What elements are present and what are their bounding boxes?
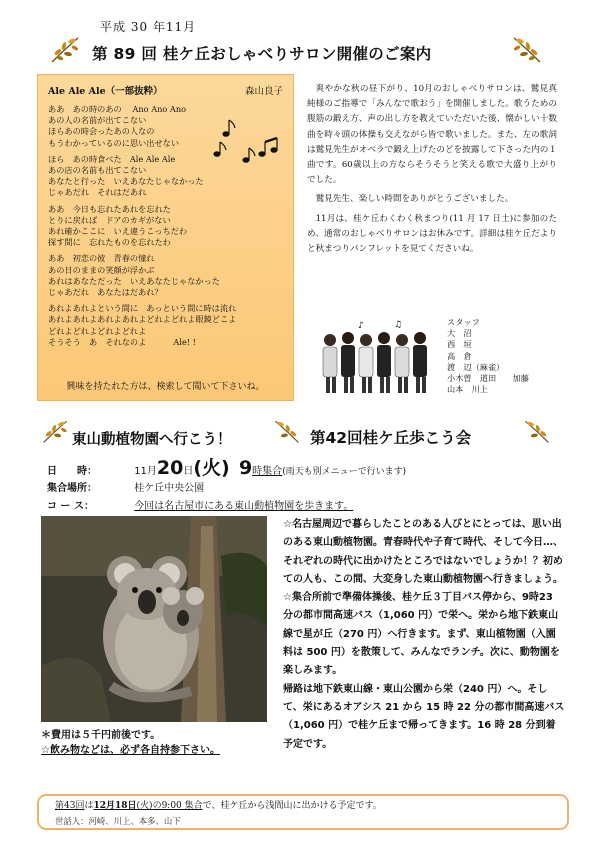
lyrics-stanza: ああ あの時のあの Ano Ano Ano あの人の名前が出てこない ほらあの時会ったあの人なの もうわかっているのに思い出せない [48,104,187,148]
next-event-time: の9:00 集合 [152,801,203,811]
date-day-unit: 日 [183,466,194,477]
date-hour: 9 [238,457,253,479]
salon-paragraph: 爽やかな秋の昼下がり、10月のおしゃべりサロンは、鷲見真純様のご指導で「みんなで歌おう」を開催しました。歌うための腹筋の鍛え方、声の出し方を教えていただいた後、懐かしい十数曲を時々頭の体操も交えながら皆で歌いました。また、左の歌詞は鷲見先生がオペラで鍛え上げたのどを披露して下さった内の１曲です。60歳以上の方ならそうそうと笑える歌で大盛り上がりでした。 [307,84,557,186]
lyrics-stanza: あれよあれよという間に あっという間に時は流れ あれよあれよあれよあれよどれよどれよ眼鏡どこよ どれよどれよどれよどれよ そうそう あ それなのよ Ale! ! [48,303,237,347]
autumn-leaf-branch-icon [272,416,302,446]
autumn-leaf-branch-icon [522,416,552,446]
date-note: (雨天も別メニューで行います) [282,467,407,477]
organizers: 世話人：河崎、川上、本多、山下 [55,816,181,826]
issue-date: 平成 30 年11月 [100,20,197,34]
walk-paragraph: ☆名古屋周辺で暮らしたことのある人びとにとっては、思い出のある東山動植物園。青春時代や子育て時代、そして今日…、それぞれの時代に出かけたところではないでしょうか！？初めての人も、この間、大変身した東山動植物園へ行きましょう。 [283,519,563,585]
walk-destination-title: 東山動植物園へ行こう！ [72,432,232,448]
walk-description [283,516,565,754]
date-month: 11月 [134,466,157,477]
lyrics-title: Ale Ale Ale（一部抜粋） [48,86,163,97]
next-event-number: 第43回 [55,801,85,811]
date-weekday: (火) [193,457,230,479]
fee-line: ＊費用は５千円前後です。 [41,730,161,741]
koala-photo [41,516,267,722]
lyrics-stanza: ああ 今日も忘れたあれを忘れた とりに戻れば ドアのカギがない あれ確かここに いえ違うこっちだわ 探す間に 忘れたものを忘れたわ [48,203,188,248]
lyrics-stanza: ほら あの時食べた Ale Ale Ale あの店の名前も出てこない あなたと行った いえあなたじゃなかった じゃあだれ それはだあれ [48,153,204,198]
next-event-weekday: (火) [136,801,153,811]
music-notes-icon [208,118,282,170]
course-value: 今回は名古屋市にある東山動植物園を歩きます。 [134,501,354,512]
autumn-leaf-branch-icon [510,32,544,66]
next-event-box [37,794,569,830]
fee-notes [41,729,220,758]
walk-event-title: 第42回桂ケ丘歩こう会 [310,429,472,447]
course-label: コ ー ス： [47,501,94,512]
next-event-particle: は [84,801,94,811]
salon-paragraph: 11月は、桂ケ丘わくわく秋まつり(11 月 17 日土)に参加のため、通常のおしゃべりサロンはお休みです。詳細は桂ケ丘だよりと秋まつりパンフレットを見てくださいね。 [307,213,557,255]
place-value: 桂ケ丘中央公園 [134,483,205,494]
salon-report [307,82,557,261]
lyrics-author: 森山良子 [244,86,283,97]
salon-title: 第 89 回 桂ケ丘おしゃべりサロン開催のご案内 [92,45,432,63]
next-event-rest: で、桂ケ丘から浅間山に出かける予定です。 [202,801,382,811]
date-row [47,453,406,480]
walk-paragraph: 帰路は地下鉄東山線・東山公園から栄（240 円）へ。そして、栄にあるオアシス 21 から 15 時 22 分の都市間高速バス（1,060 円）で桂ケ丘まで帰ってきます。16 時 28 分到着予定です。 [283,683,565,750]
next-event-date: 12月18日 [93,801,137,811]
walk-paragraph: ☆集合所前で準備体操後、桂ケ丘３丁目バス停から、9時23 分の都市間高速バス（1,060 円）で栄へ。栄から地下鉄東山線で星が丘（270 円）へ行きます。まず、東山植物園（入園料は 500 円）を散策して、みんなでランチ。次に、動物園を楽しみます。 [283,592,560,677]
lyrics-stanza: ああ 初恋の彼 青春の憧れ あの日のままの笑顔が浮かぶ あれはあなただった いえあなたじゃなかった じゃあだれ あなたはだあれ？ [48,253,220,298]
autumn-leaf-branch-icon [40,416,70,446]
date-label: 日 時： [47,466,97,477]
course-row [47,497,353,512]
date-day: 20 [156,457,184,479]
place-label: 集合場所： [47,483,97,494]
drinks-line: ☆飲み物などは、必ず各自持参下さい。 [41,744,220,756]
staff-list: スタッフ 大 沼 西 垣 高 倉 渡 辺（麻雀） 小木曽 道田 加藤 山本 川上 [447,317,529,395]
salon-paragraph: 鷲見先生、楽しい時間をありがとうございました。 [315,194,514,205]
date-hour-unit: 時集合 [252,466,283,477]
svg-text:♫: ♫ [394,320,403,330]
svg-text:♪: ♪ [358,321,364,331]
place-row [47,479,204,494]
choir-illustration [318,318,440,396]
lyrics-note: 興味を持たれた方は、検索して聞いて下さいね。 [66,382,265,392]
autumn-leaf-branch-icon [48,32,82,66]
next-event-line [55,799,551,814]
